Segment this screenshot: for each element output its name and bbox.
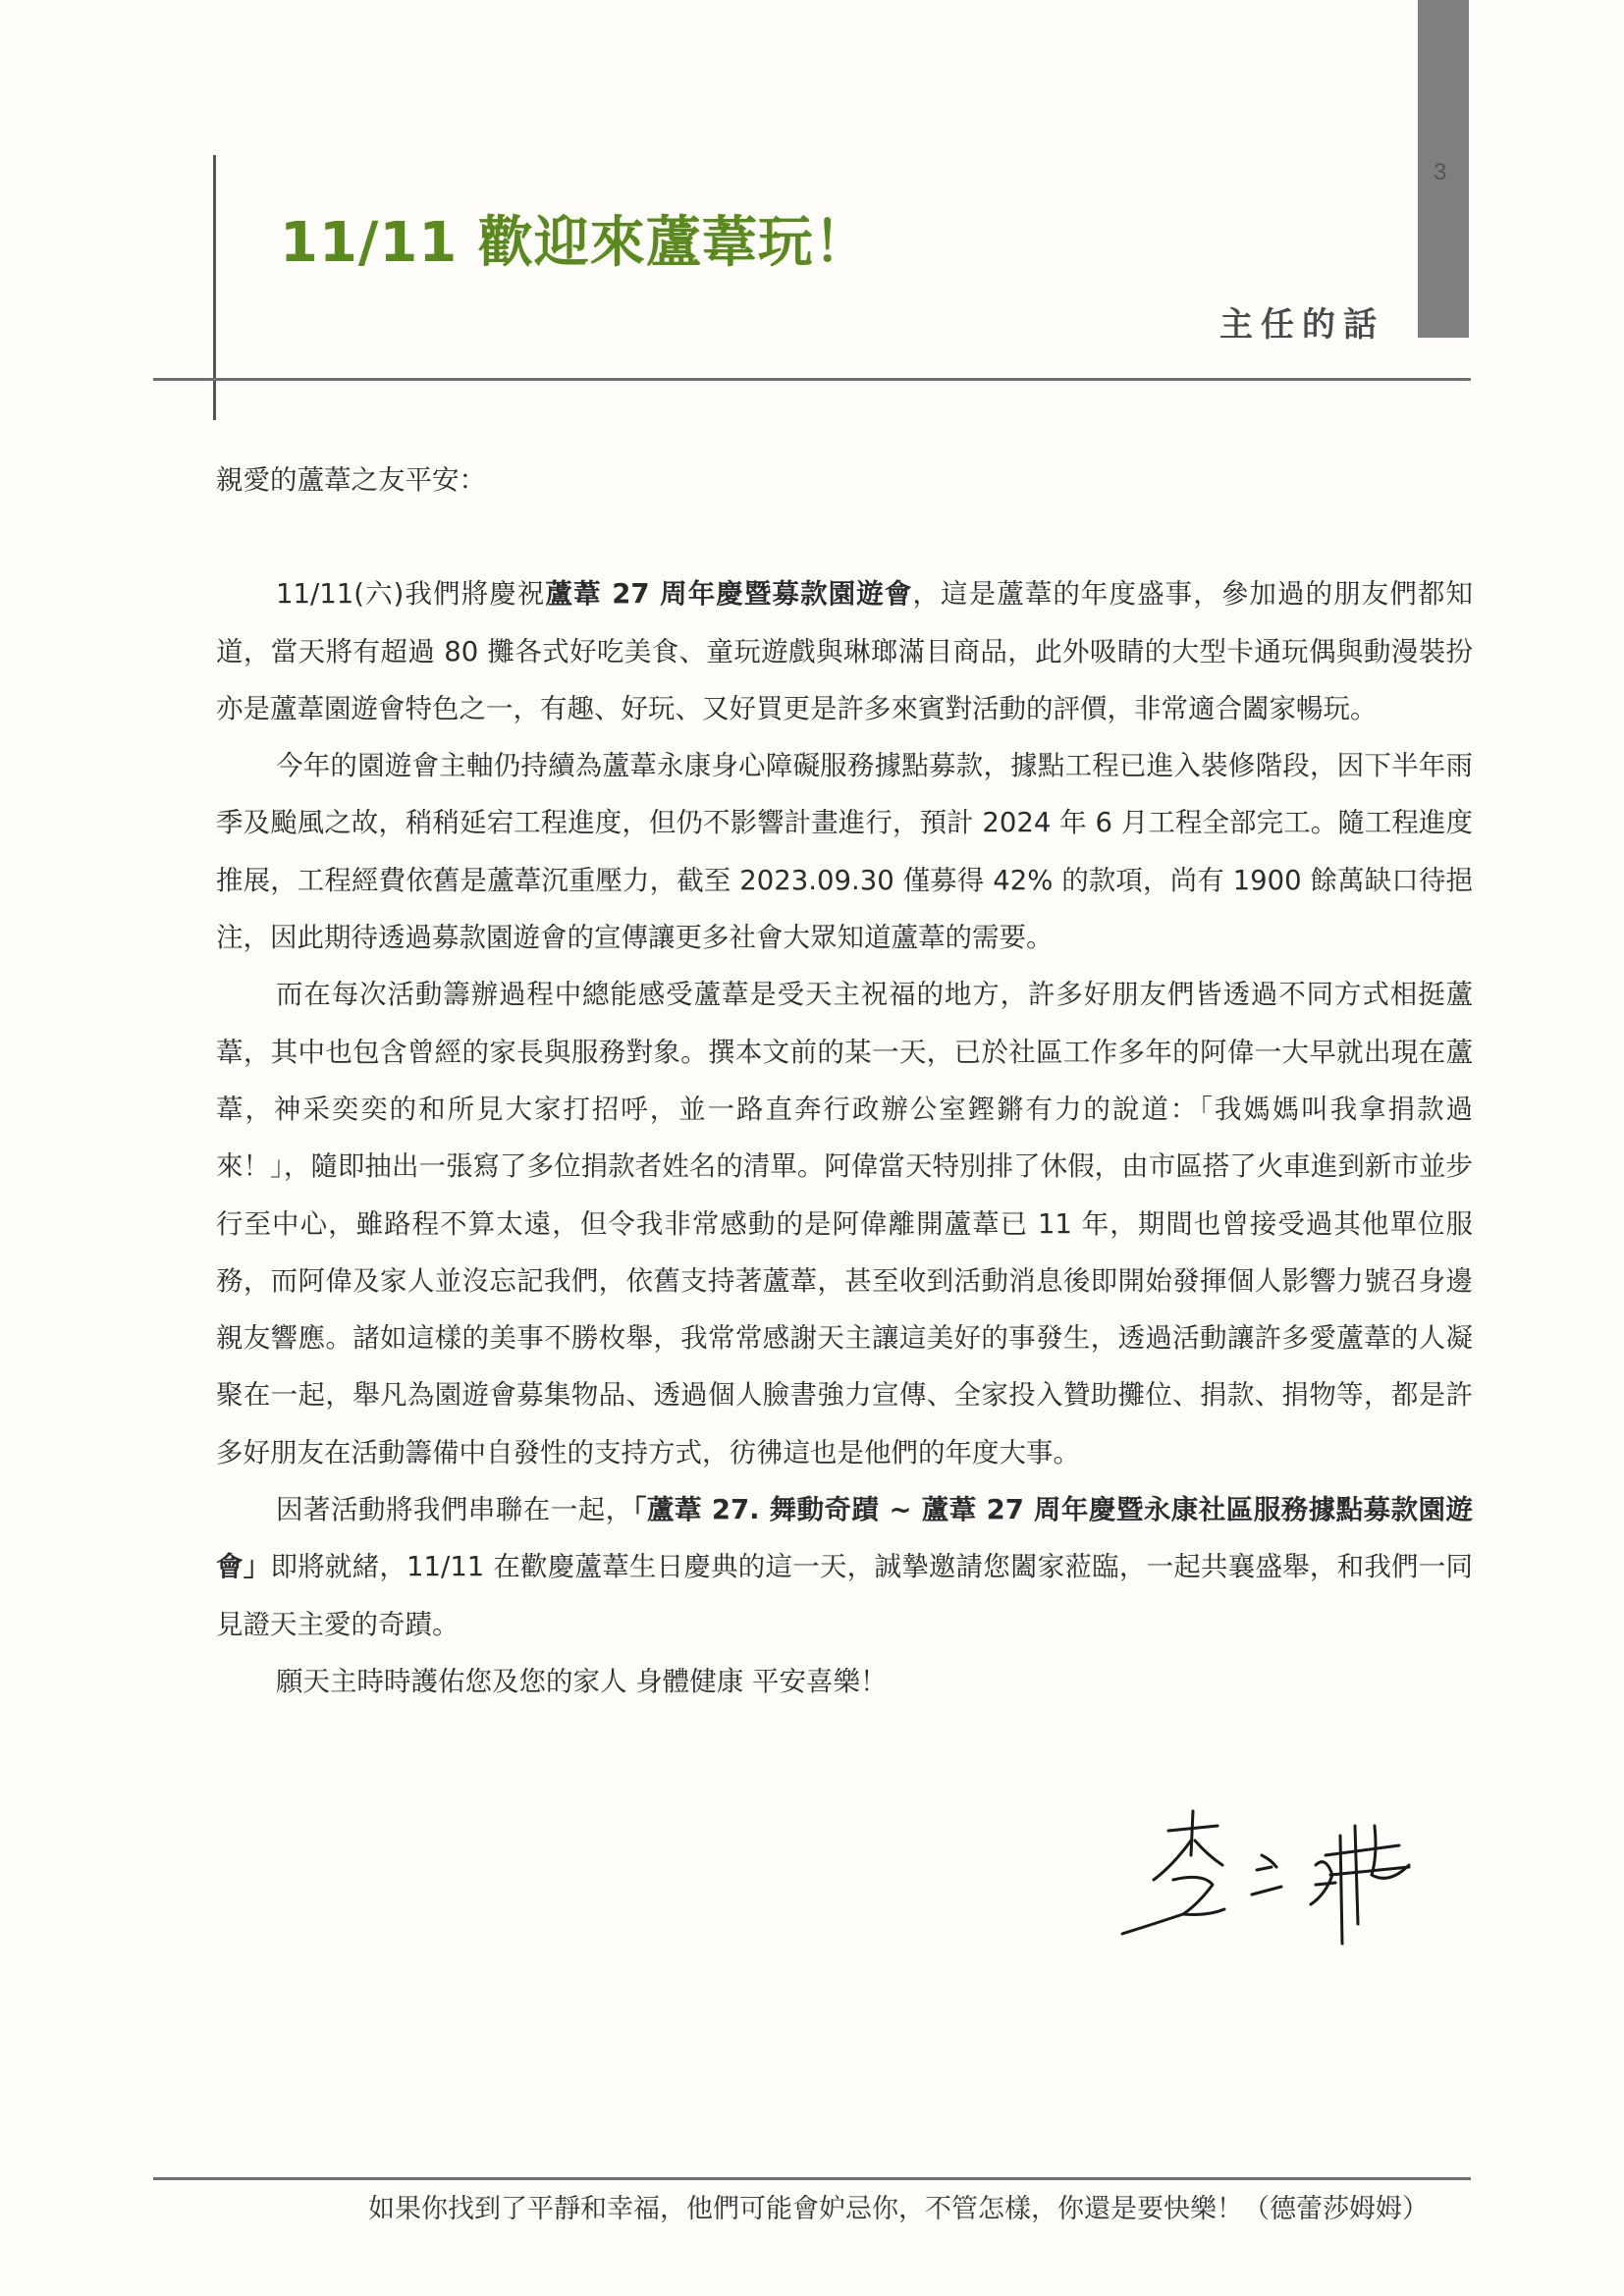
footer-divider xyxy=(153,2177,1471,2180)
paragraph-3: 而在每次活動籌辦過程中總能感受蘆葦是受天主祝福的地方，許多好朋友們皆透過不同方式相挺蘆葦，其中也包含曾經的家長與服務對象。撰本文前的某一天，已於社區工作多年的阿偉一大早就出現在蘆葦，神采奕奕的和所見大家打招呼，並一路直奔行政辦公室鏗鏘有力的說道：「我媽媽叫我拿捐款過來！」，隨即抽出一張寫了多位捐款者姓名的清單。阿偉當天特別排了休假，由市區搭了火車進到新市並步行至中心，雖路程不算太遠，但令我非常感動的是阿偉離開蘆葦已 11 年，期間也曾接受過其他單位服務，而阿偉及家人並沒忘記我們，依舊支持著蘆葦，甚至收到活動消息後即開始發揮個人影響力號召身邊親友響應。諸如這樣的美事不勝枚舉，我常常感謝天主讓這美好的事發生，透過活動讓許多愛蘆葦的人凝聚在一起，舉凡為園遊會募集物品、透過個人臉書強力宣傳、全家投入贊助攤位、捐款、捐物等，都是許多好朋友在活動籌備中自發性的支持方式，彷彿這也是他們的年度大事。 xyxy=(216,979,1473,1468)
handwritten-signature xyxy=(1114,1796,1448,1953)
letter-body xyxy=(216,452,1473,1710)
paragraph-1-text-a: 11/11(六)我們將慶祝 xyxy=(276,578,546,611)
event-name-bold: 蘆葦 27 周年慶暨募款園遊會 xyxy=(545,578,913,611)
section-label: 主任的話 xyxy=(1219,305,1384,345)
paragraph-5-blessing: 願天主時時護佑您及您的家人 身體健康 平安喜樂！ xyxy=(276,1665,888,1697)
paragraph-4-text-b: 即將就緒，11/11 在歡慶蘆葦生日慶典的這一天，誠摯邀請您闔家蒞臨，一起共襄盛舉，和我們一同見證天主愛的奇蹟。 xyxy=(216,1551,1473,1640)
paragraph-4 xyxy=(216,1481,1473,1653)
letter-greeting: 親愛的蘆葦之友平安： xyxy=(216,464,486,496)
page-number: 3 xyxy=(1434,159,1447,186)
page-title: 11/11 歡迎來蘆葦玩！ xyxy=(280,211,870,275)
event-full-name-bold: 「蘆葦 27. 舞動奇蹟 ~ 蘆葦 27 周年慶暨永康社區服務據點募款園遊會」 xyxy=(216,1494,1474,1583)
paragraph-2: 今年的園遊會主軸仍持續為蘆葦永康身心障礙服務據點募款，據點工程已進入裝修階段，因下半年雨季及颱風之故，稍稍延宕工程進度，但仍不影響計畫進行，預計 2024 年 6 月工程全部完工。隨工程進度推展，工程經費依舊是蘆葦沉重壓力，截至 2023.09.30 僅募得 42% 的款項，尚有 1900 餘萬缺口待挹注，因此期待透過募款園遊會的宣傳讓更多社會大眾知道蘆葦的需要。 xyxy=(216,750,1473,954)
header-divider xyxy=(153,378,1471,381)
paragraph-1-text-b: ，這是蘆葦的年度盛事，參加過的朋友們都知道，當天將有超過 80 攤各式好吃美食、童玩遊戲與琳瑯滿目商品，此外吸睛的大型卡通玩偶與動漫裝扮亦是蘆葦園遊會特色之一，有趣、好玩、又好買更是許多來賓對活動的評價，非常適合闔家暢玩。 xyxy=(216,578,1474,724)
paragraph-4-text-a: 因著活動將我們串聯在一起， xyxy=(276,1494,633,1526)
paragraph-1 xyxy=(216,565,1473,737)
footer-quote: 如果你找到了平靜和幸福，他們可能會妒忌你，不管怎樣，你還是要快樂！（德蕾莎姆姆） xyxy=(368,2194,1429,2224)
